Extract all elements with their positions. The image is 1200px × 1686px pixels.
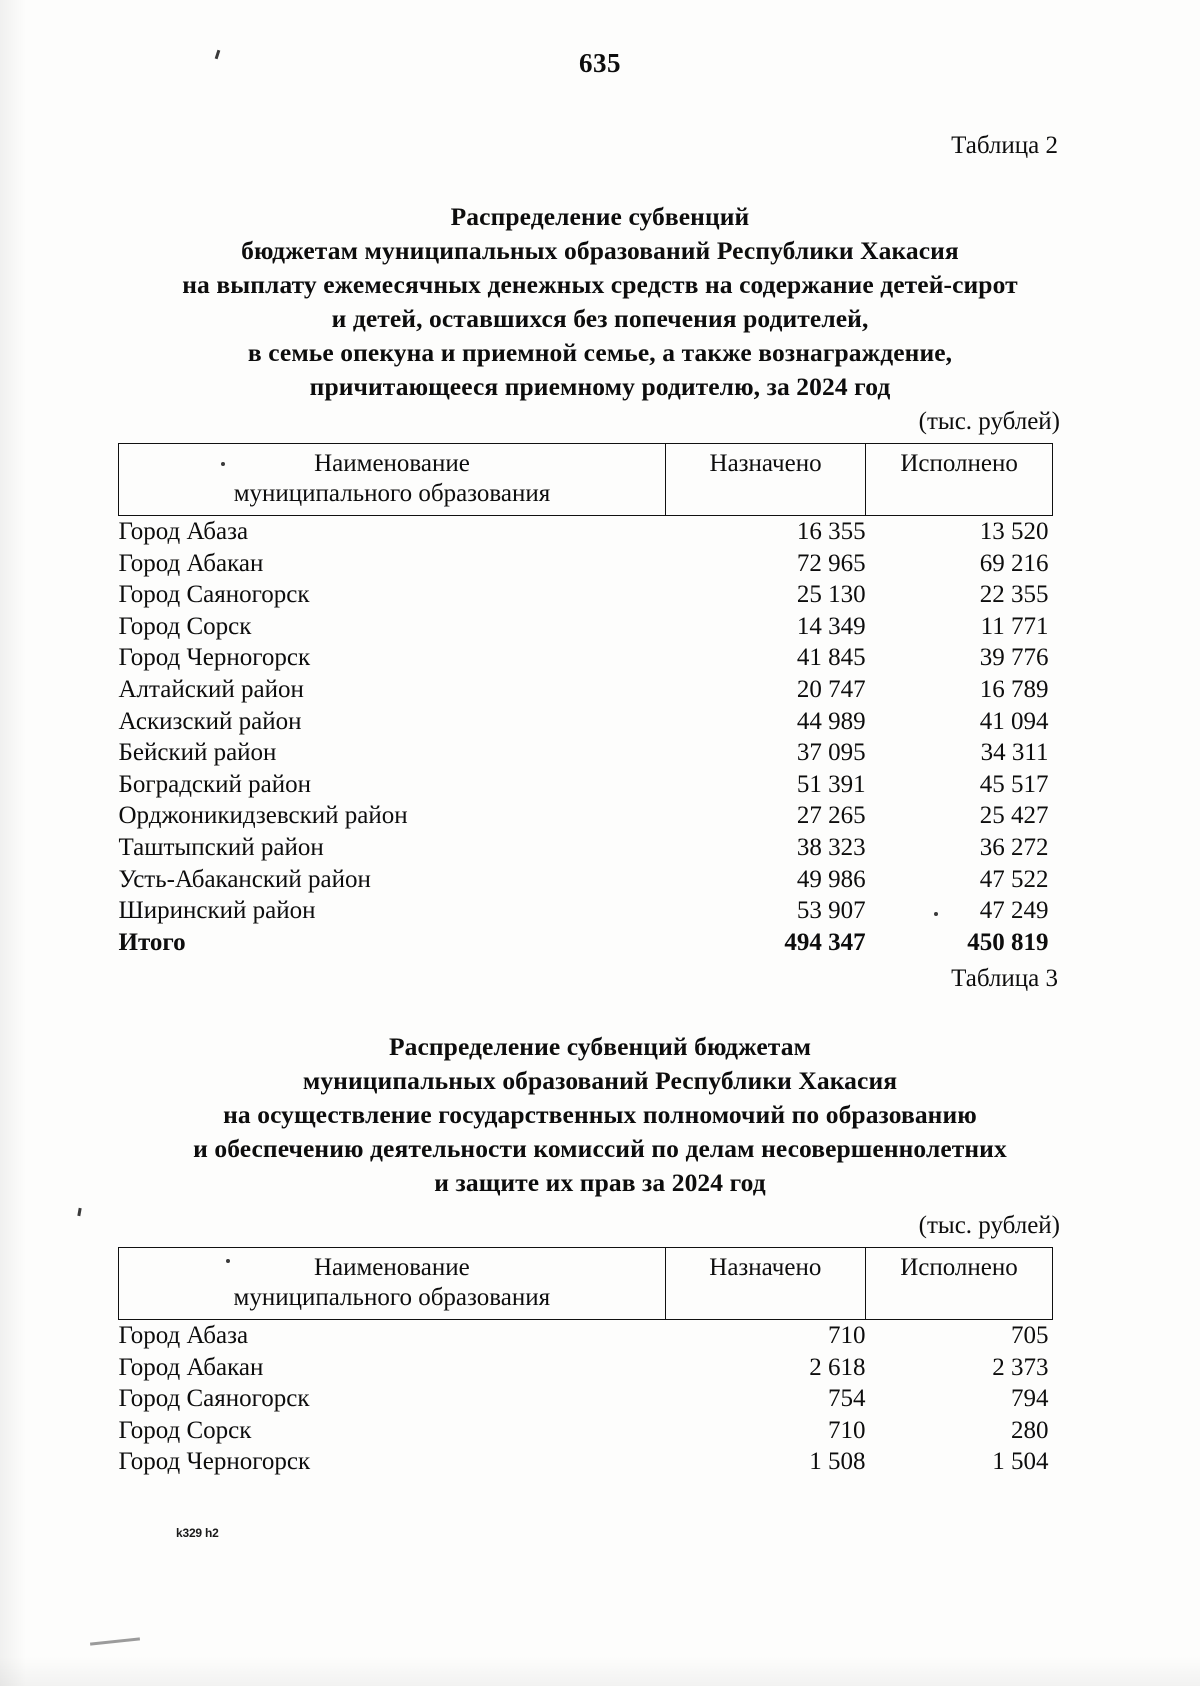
cell-assigned: 49 986 — [796, 865, 866, 893]
table-row — [119, 1383, 1053, 1415]
cell-name: Город Черногорск — [118, 1448, 311, 1476]
cell-executed: 11 771 — [980, 612, 1049, 640]
cell-executed: 16 789 — [979, 675, 1049, 703]
cell-name: Ширинский район — [118, 897, 316, 925]
cell-assigned: 16 355 — [796, 518, 866, 545]
column-header-assigned: Назначено — [665, 444, 865, 516]
title-line: на осуществление государственных полномочий по образованию — [223, 1100, 977, 1129]
title-line: причитающееся приемному родителю, за 2024 год — [309, 372, 891, 401]
cell-executed: 22 355 — [979, 581, 1049, 609]
cell-name: Город Сорск — [118, 612, 252, 640]
column-header-name-line2: муниципального образования — [233, 1284, 551, 1311]
cell-executed: 280 — [1011, 1416, 1049, 1444]
cell-assigned: 754 — [828, 1385, 866, 1413]
column-header-name — [119, 444, 666, 516]
table-row — [119, 642, 1053, 674]
column-header-executed: Исполнено — [866, 444, 1053, 516]
page-number: 635 — [579, 48, 621, 78]
cell-name: Город Абаза — [118, 518, 249, 545]
title-line: Распределение субвенций бюджетам — [388, 1032, 812, 1061]
cell-name: Бейский район — [118, 739, 277, 767]
table-row — [119, 737, 1053, 769]
cell-executed: 25 427 — [979, 802, 1049, 830]
section-title-3 — [0, 1030, 1200, 1200]
cell-executed: 45 517 — [979, 770, 1049, 798]
cell-total-assigned: 494 347 — [784, 928, 866, 956]
column-header-name — [119, 1248, 666, 1320]
cell-assigned: 41 845 — [796, 644, 866, 672]
table-row — [119, 864, 1053, 896]
table-row — [119, 611, 1053, 643]
cell-name: Таштыпский район — [118, 833, 324, 861]
table-header-row — [119, 444, 1053, 516]
table-row — [119, 1415, 1053, 1447]
footer-mark: k329 h2 — [176, 1526, 219, 1540]
table-row — [119, 674, 1053, 706]
cell-name: Алтайский район — [118, 675, 304, 703]
cell-executed: 2 373 — [992, 1353, 1049, 1381]
cell-assigned: 38 323 — [796, 833, 866, 861]
title-line: и обеспечению деятельности комиссий по делам несовершеннолетних — [193, 1134, 1007, 1163]
table-row — [119, 579, 1053, 611]
cell-name: Город Абакан — [118, 1353, 264, 1381]
cell-name: Боградский район — [118, 770, 312, 798]
cell-executed: 13 520 — [979, 518, 1049, 545]
cell-executed: 39 776 — [979, 644, 1049, 672]
cell-assigned: 72 965 — [796, 549, 866, 577]
cell-executed: 41 094 — [979, 707, 1049, 735]
cell-executed: 47 249 — [979, 897, 1049, 925]
table-header — [119, 1248, 1053, 1320]
table-label-3: Таблица 3 — [951, 965, 1058, 992]
cell-name: Город Абакан — [118, 549, 264, 577]
table-row — [119, 895, 1053, 927]
table-header — [119, 444, 1053, 516]
units-note-3: (тыс. рублей) — [918, 1212, 1060, 1239]
scan-speck — [90, 1637, 140, 1645]
cell-executed: 34 311 — [980, 739, 1049, 767]
column-header-name-line2: муниципального образования — [233, 480, 551, 507]
title-line: и защите их прав за 2024 год — [434, 1168, 766, 1197]
table-header-row — [119, 1248, 1053, 1320]
cell-assigned: 710 — [828, 1416, 866, 1444]
cell-assigned: 14 349 — [796, 612, 866, 640]
subventions-table-2 — [118, 443, 1053, 958]
table-row — [119, 832, 1053, 864]
table-row — [119, 706, 1053, 738]
title-line: в семье опекуна и приемной семье, а также вознаграждение, — [247, 338, 953, 367]
table-row — [119, 1446, 1053, 1478]
cell-total-executed: 450 819 — [967, 928, 1049, 956]
table-row — [119, 800, 1053, 832]
table-row — [119, 516, 1053, 548]
cell-name: Город Сорск — [118, 1416, 252, 1444]
cell-executed: 1 504 — [992, 1448, 1049, 1476]
table-row — [119, 548, 1053, 580]
cell-executed: 36 272 — [979, 833, 1049, 861]
title-line: и детей, оставшихся без попечения родителей, — [331, 304, 869, 333]
column-header-executed: Исполнено — [866, 1248, 1053, 1320]
cell-total-label: Итого — [118, 928, 186, 956]
cell-name: Орджоникидзевский район — [118, 802, 408, 830]
column-header-name-line1: Наименование — [313, 1254, 470, 1281]
scan-edge-shadow-bottom — [0, 1656, 1200, 1686]
cell-assigned: 53 907 — [796, 897, 866, 925]
table-label-2: Таблица 2 — [951, 132, 1058, 159]
title-line: на выплату ежемесячных денежных средств на содержание детей-сирот — [182, 270, 1018, 299]
table-total-row — [119, 927, 1053, 959]
cell-assigned: 710 — [828, 1322, 866, 1349]
cell-assigned: 37 095 — [796, 739, 866, 767]
cell-assigned: 27 265 — [796, 802, 866, 830]
cell-name: Город Саяногорск — [118, 1385, 310, 1413]
cell-assigned: 25 130 — [796, 581, 866, 609]
table-row — [119, 1320, 1053, 1352]
cell-name: Усть-Абаканский район — [118, 865, 371, 893]
cell-executed: 705 — [1011, 1322, 1049, 1349]
cell-assigned: 44 989 — [796, 707, 866, 735]
cell-assigned: 1 508 — [809, 1448, 866, 1476]
table-body — [119, 1320, 1053, 1478]
cell-executed: 47 522 — [979, 865, 1049, 893]
table-row — [119, 1352, 1053, 1384]
cell-assigned: 51 391 — [796, 770, 866, 798]
title-line: Распределение субвенций — [450, 202, 750, 231]
cell-executed: 69 216 — [979, 549, 1049, 577]
cell-name: Город Саяногорск — [118, 581, 310, 609]
cell-name: Аскизский район — [118, 707, 302, 735]
cell-name: Город Черногорск — [118, 644, 311, 672]
cell-executed: 794 — [1011, 1385, 1049, 1413]
column-header-assigned: Назначено — [665, 1248, 865, 1320]
cell-name: Город Абаза — [118, 1322, 249, 1349]
column-header-name-line1: Наименование — [314, 450, 470, 477]
title-line: бюджетам муниципальных образований Республики Хакасия — [241, 236, 959, 265]
cell-assigned: 20 747 — [796, 675, 866, 703]
units-note-2: (тыс. рублей) — [918, 408, 1060, 435]
section-title-2 — [0, 200, 1200, 404]
scan-speck — [77, 1208, 81, 1216]
title-line: муниципальных образований Республики Хакасия — [302, 1066, 898, 1095]
cell-assigned: 2 618 — [809, 1353, 866, 1381]
subventions-table-3 — [118, 1247, 1053, 1478]
table-row — [119, 769, 1053, 801]
table-body — [119, 516, 1053, 959]
